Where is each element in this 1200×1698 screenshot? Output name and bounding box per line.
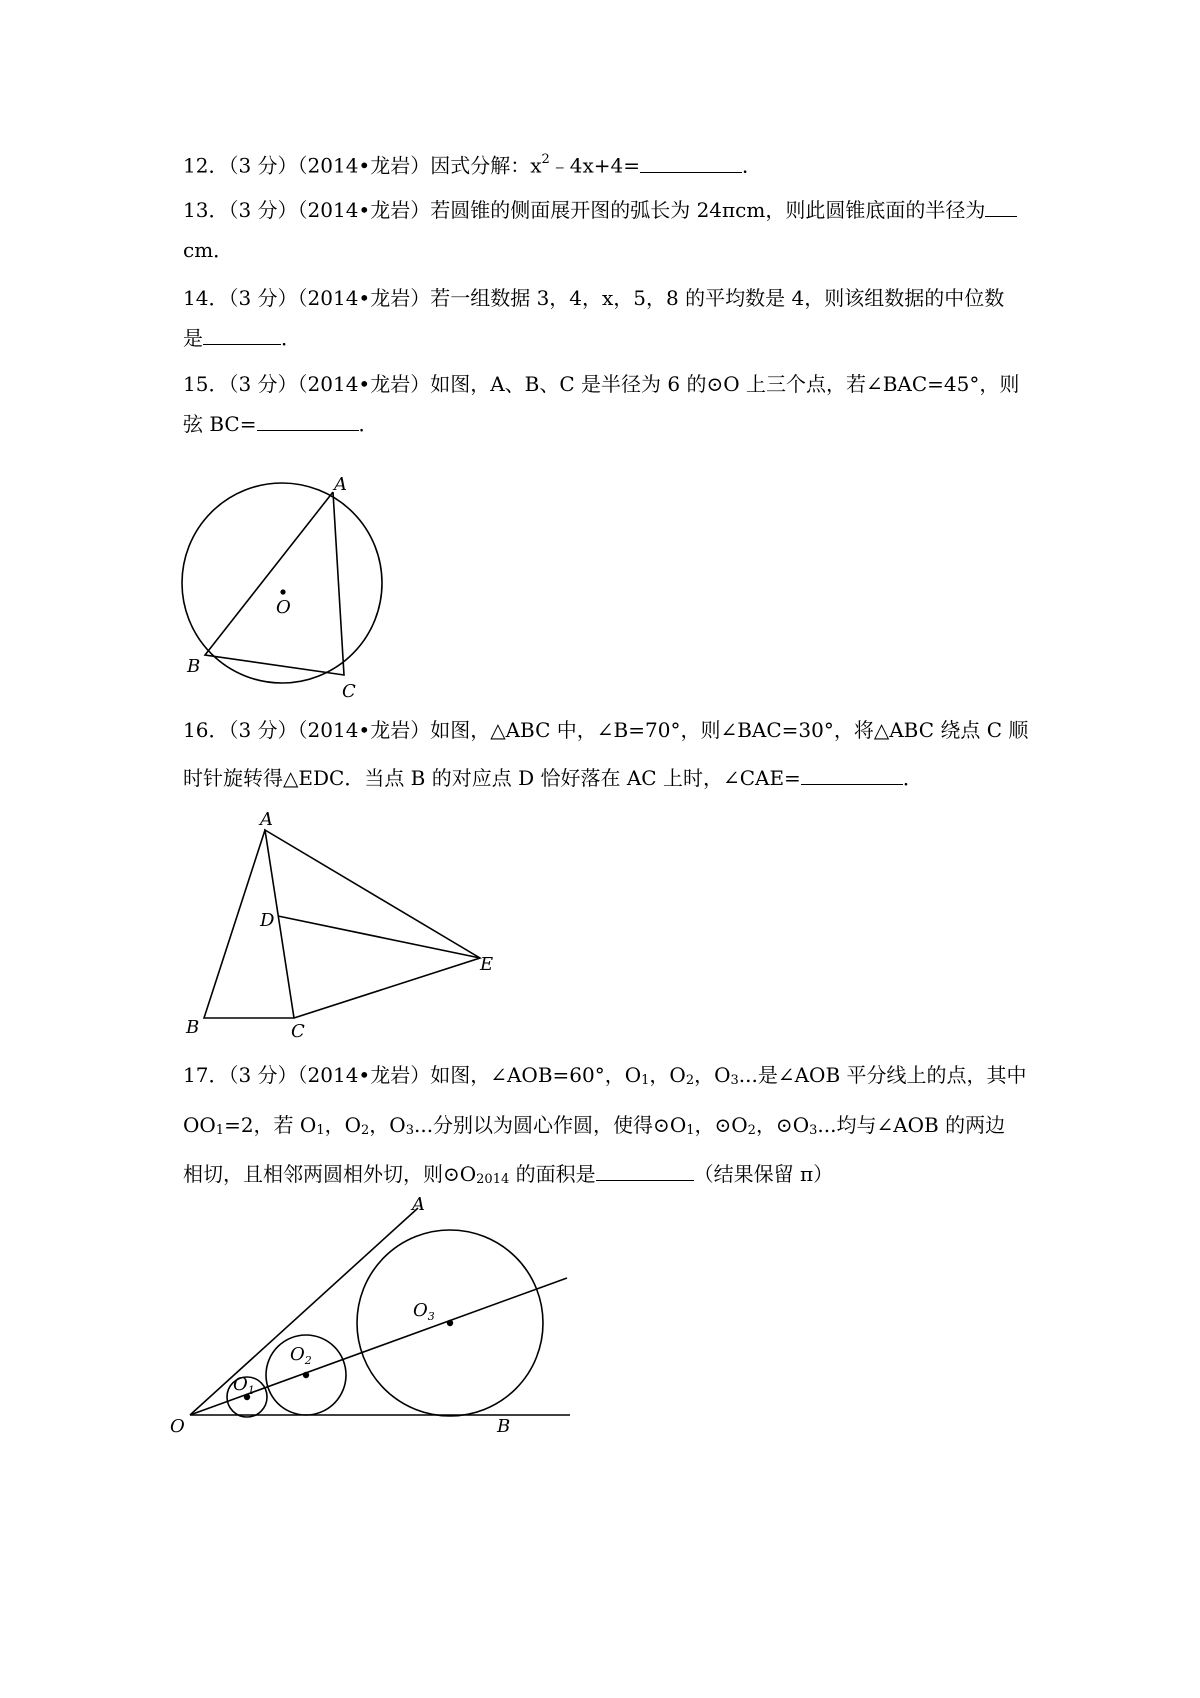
q17-sub: 2 <box>685 1073 695 1088</box>
q12-text-tail: ﹣4x+4= <box>549 153 641 178</box>
q17-text: ，O <box>324 1113 362 1137</box>
label-a: A <box>412 1194 425 1215</box>
q17-text: =2，若 O <box>224 1113 317 1137</box>
question-12 <box>183 150 762 178</box>
question-13-line2 <box>183 238 233 262</box>
q17-sub: 2014 <box>476 1172 510 1187</box>
q17-circles-figure <box>170 1188 590 1437</box>
q17-sub: 2 <box>361 1123 370 1138</box>
label-d: D <box>260 910 275 931</box>
question-17 <box>183 1063 1027 1091</box>
label-o2: $O_2$ <box>290 1344 312 1367</box>
q13-unit: cm． <box>183 238 234 262</box>
q15-text: 15．（3 分）（2014•龙岩）如图，A、B、C 是半径为 6 的⊙O 上三个点，若∠BAC=45°，则 <box>183 372 1020 396</box>
q16-text: 16．（3 分）（2014•龙岩）如图，△ABC 中，∠B=70°，则∠BAC=30°，将△ABC 绕点 C 顺 <box>183 718 1029 742</box>
q17-sub: 1 <box>316 1123 325 1138</box>
q17-text: 的面积是 <box>509 1162 596 1186</box>
q17-sub: 1 <box>641 1073 650 1088</box>
center-point <box>280 589 285 594</box>
q14-text: 14．（3 分）（2014•龙岩）若一组数据 3，4，x，5，8 的平均数是 4，则该组数据的中位数 <box>183 286 1005 310</box>
question-13 <box>183 198 1017 222</box>
label-o1: $O_1$ <box>233 1374 255 1397</box>
q15-answer-blank[interactable] <box>257 412 359 431</box>
q12-text: 12．（3 分）（2014•龙岩）因式分解：x <box>183 153 542 178</box>
question-16-line2 <box>183 766 923 790</box>
label-c: C <box>291 1021 305 1042</box>
q17-text: ，O <box>369 1113 406 1137</box>
label-a: A <box>260 809 273 830</box>
q17-text: ...均与∠AOB 的两边 <box>817 1113 1006 1137</box>
question-14 <box>183 286 1004 310</box>
label-c: C <box>342 681 356 702</box>
q17-sub: 3 <box>809 1123 818 1138</box>
label-e: E <box>480 954 494 975</box>
q17-text-b: ，O <box>649 1063 686 1087</box>
q17-sub: 1 <box>686 1123 695 1138</box>
q16-text-2: 时针旋转得△EDC．当点 B 的对应点 D 恰好落在 AC 上时，∠CAE= <box>183 766 801 790</box>
q14-end: ． <box>281 326 301 350</box>
q17-answer-blank[interactable] <box>596 1162 694 1181</box>
q16-answer-blank[interactable] <box>801 766 903 785</box>
q17-text-d: ...是∠AOB 平分线上的点，其中 <box>738 1063 1027 1087</box>
point-o3 <box>447 1320 453 1326</box>
q12-end: ． <box>742 153 763 178</box>
q17-text: OO <box>183 1113 216 1137</box>
q17-text: 相切，且相邻两圆相外切，则⊙O <box>183 1162 477 1186</box>
q17-text: ...分别以为圆心作圆，使得⊙O <box>413 1113 687 1137</box>
q17-text: ，⊙O <box>755 1113 810 1137</box>
question-15 <box>183 372 1019 396</box>
label-b: B <box>186 1017 200 1038</box>
question-17-line3 <box>183 1162 833 1190</box>
triangles-abc-edc <box>204 830 480 1018</box>
q14-text-2: 是 <box>183 326 203 350</box>
q15-text-2: 弦 BC= <box>183 412 257 436</box>
label-b: B <box>497 1416 511 1437</box>
q13-text: 13．（3 分）（2014•龙岩）若圆锥的侧面展开图的弧长为 24πcm，则此圆锥底面的半径为 <box>183 198 986 222</box>
question-14-line2 <box>183 326 301 350</box>
label-a: A <box>334 474 347 495</box>
q17-sub: 1 <box>215 1123 225 1138</box>
q15-circle-figure <box>170 474 390 702</box>
q17-sub: 3 <box>405 1123 414 1138</box>
point-o2 <box>303 1372 309 1378</box>
triangle-abc <box>205 492 344 675</box>
q12-answer-blank[interactable] <box>640 154 742 173</box>
q17-sub: 2 <box>747 1123 756 1138</box>
ray-oa <box>190 1208 418 1415</box>
label-o: O <box>170 1416 185 1437</box>
q16-triangle-figure <box>180 808 500 1042</box>
label-o3: $O_3$ <box>413 1300 435 1323</box>
q17-text-a: 17．（3 分）（2014•龙岩）如图，∠AOB=60°，O <box>183 1063 642 1087</box>
question-15-line2 <box>183 412 379 436</box>
q14-answer-blank[interactable] <box>203 326 281 345</box>
q15-end: ． <box>358 412 379 436</box>
q17-text-c: ，O <box>694 1063 731 1087</box>
q17-sub: 3 <box>730 1073 739 1088</box>
q13-answer-blank[interactable] <box>985 198 1017 217</box>
question-17-line2 <box>183 1113 1005 1141</box>
q12-exponent: 2 <box>541 152 550 167</box>
label-o: O <box>276 597 291 618</box>
q17-text: （结果保留 π） <box>693 1162 834 1186</box>
circle-o <box>182 483 382 683</box>
segment-de <box>278 916 480 958</box>
label-b: B <box>187 656 201 677</box>
question-16 <box>183 718 1028 742</box>
q17-text: ，⊙O <box>694 1113 748 1137</box>
q16-end: ． <box>902 766 923 790</box>
